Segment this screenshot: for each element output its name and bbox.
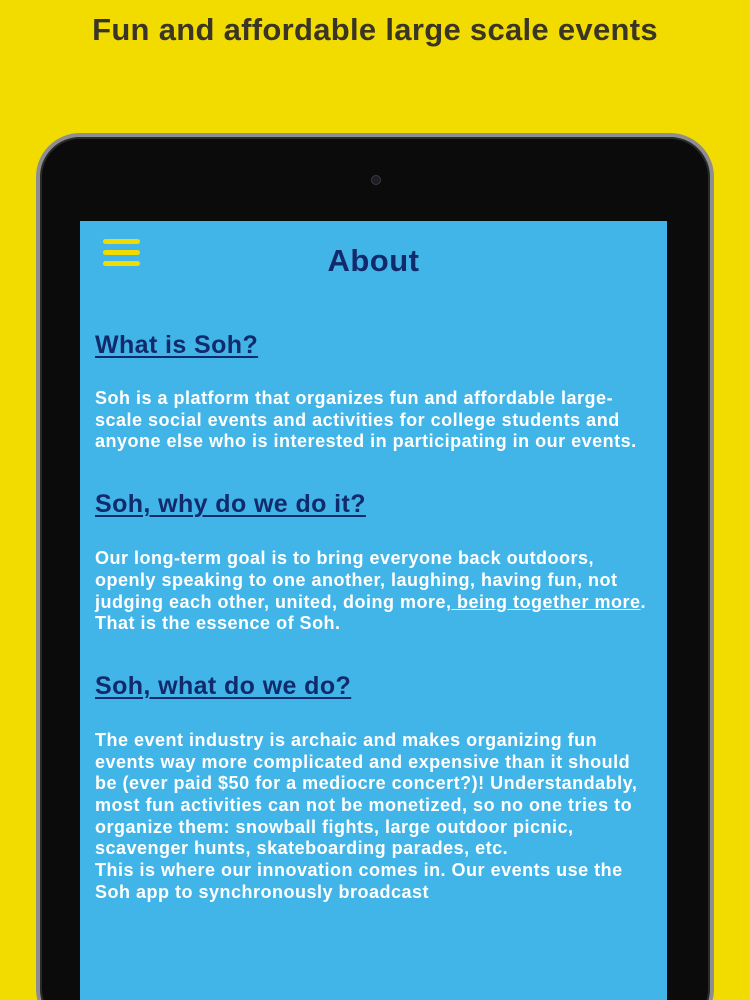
section-heading-why: Soh, why do we do it? — [95, 490, 366, 519]
section-body-what-we-do — [95, 730, 655, 904]
being-together-link[interactable]: being together more — [451, 591, 641, 612]
what-we-do-paragraph-2: This is where our innovation comes in. Our events use the Soh app to synchronously broadcast — [95, 860, 623, 902]
about-content — [95, 329, 655, 904]
camera-icon — [371, 175, 381, 185]
why-text-end: . That is the essence of Soh. — [95, 591, 647, 634]
what-we-do-paragraph-1: The event industry is archaic and makes organizing fun events way more complicated and expensive than it should be (ever paid $50 for a mediocre concert?)! Understandably, most fun activities can not be monetized, so no one tries to organize them: snowball fights, large outdoor picnic, scavenger hunts, skateboarding parades, etc. — [95, 729, 638, 859]
app-screen[interactable] — [80, 221, 667, 1000]
section-body-why — [95, 548, 655, 635]
headline: Fun and affordable large scale events — [92, 12, 658, 47]
section-heading-what: What is Soh? — [95, 331, 259, 359]
section-body-what: Soh is a platform that organizes fun and affordable large-scale social events and activities for college students and anyone else who is interested in participating in our events. — [95, 388, 637, 452]
section-heading-what-we-do: Soh, what do we do? — [95, 671, 352, 700]
page-title: About — [327, 243, 420, 278]
why-text-start: Our long-term goal is to bring everyone back outdoors, openly speaking to one another, laughing, having fun, not judging each other, united, doing more, — [95, 548, 618, 612]
